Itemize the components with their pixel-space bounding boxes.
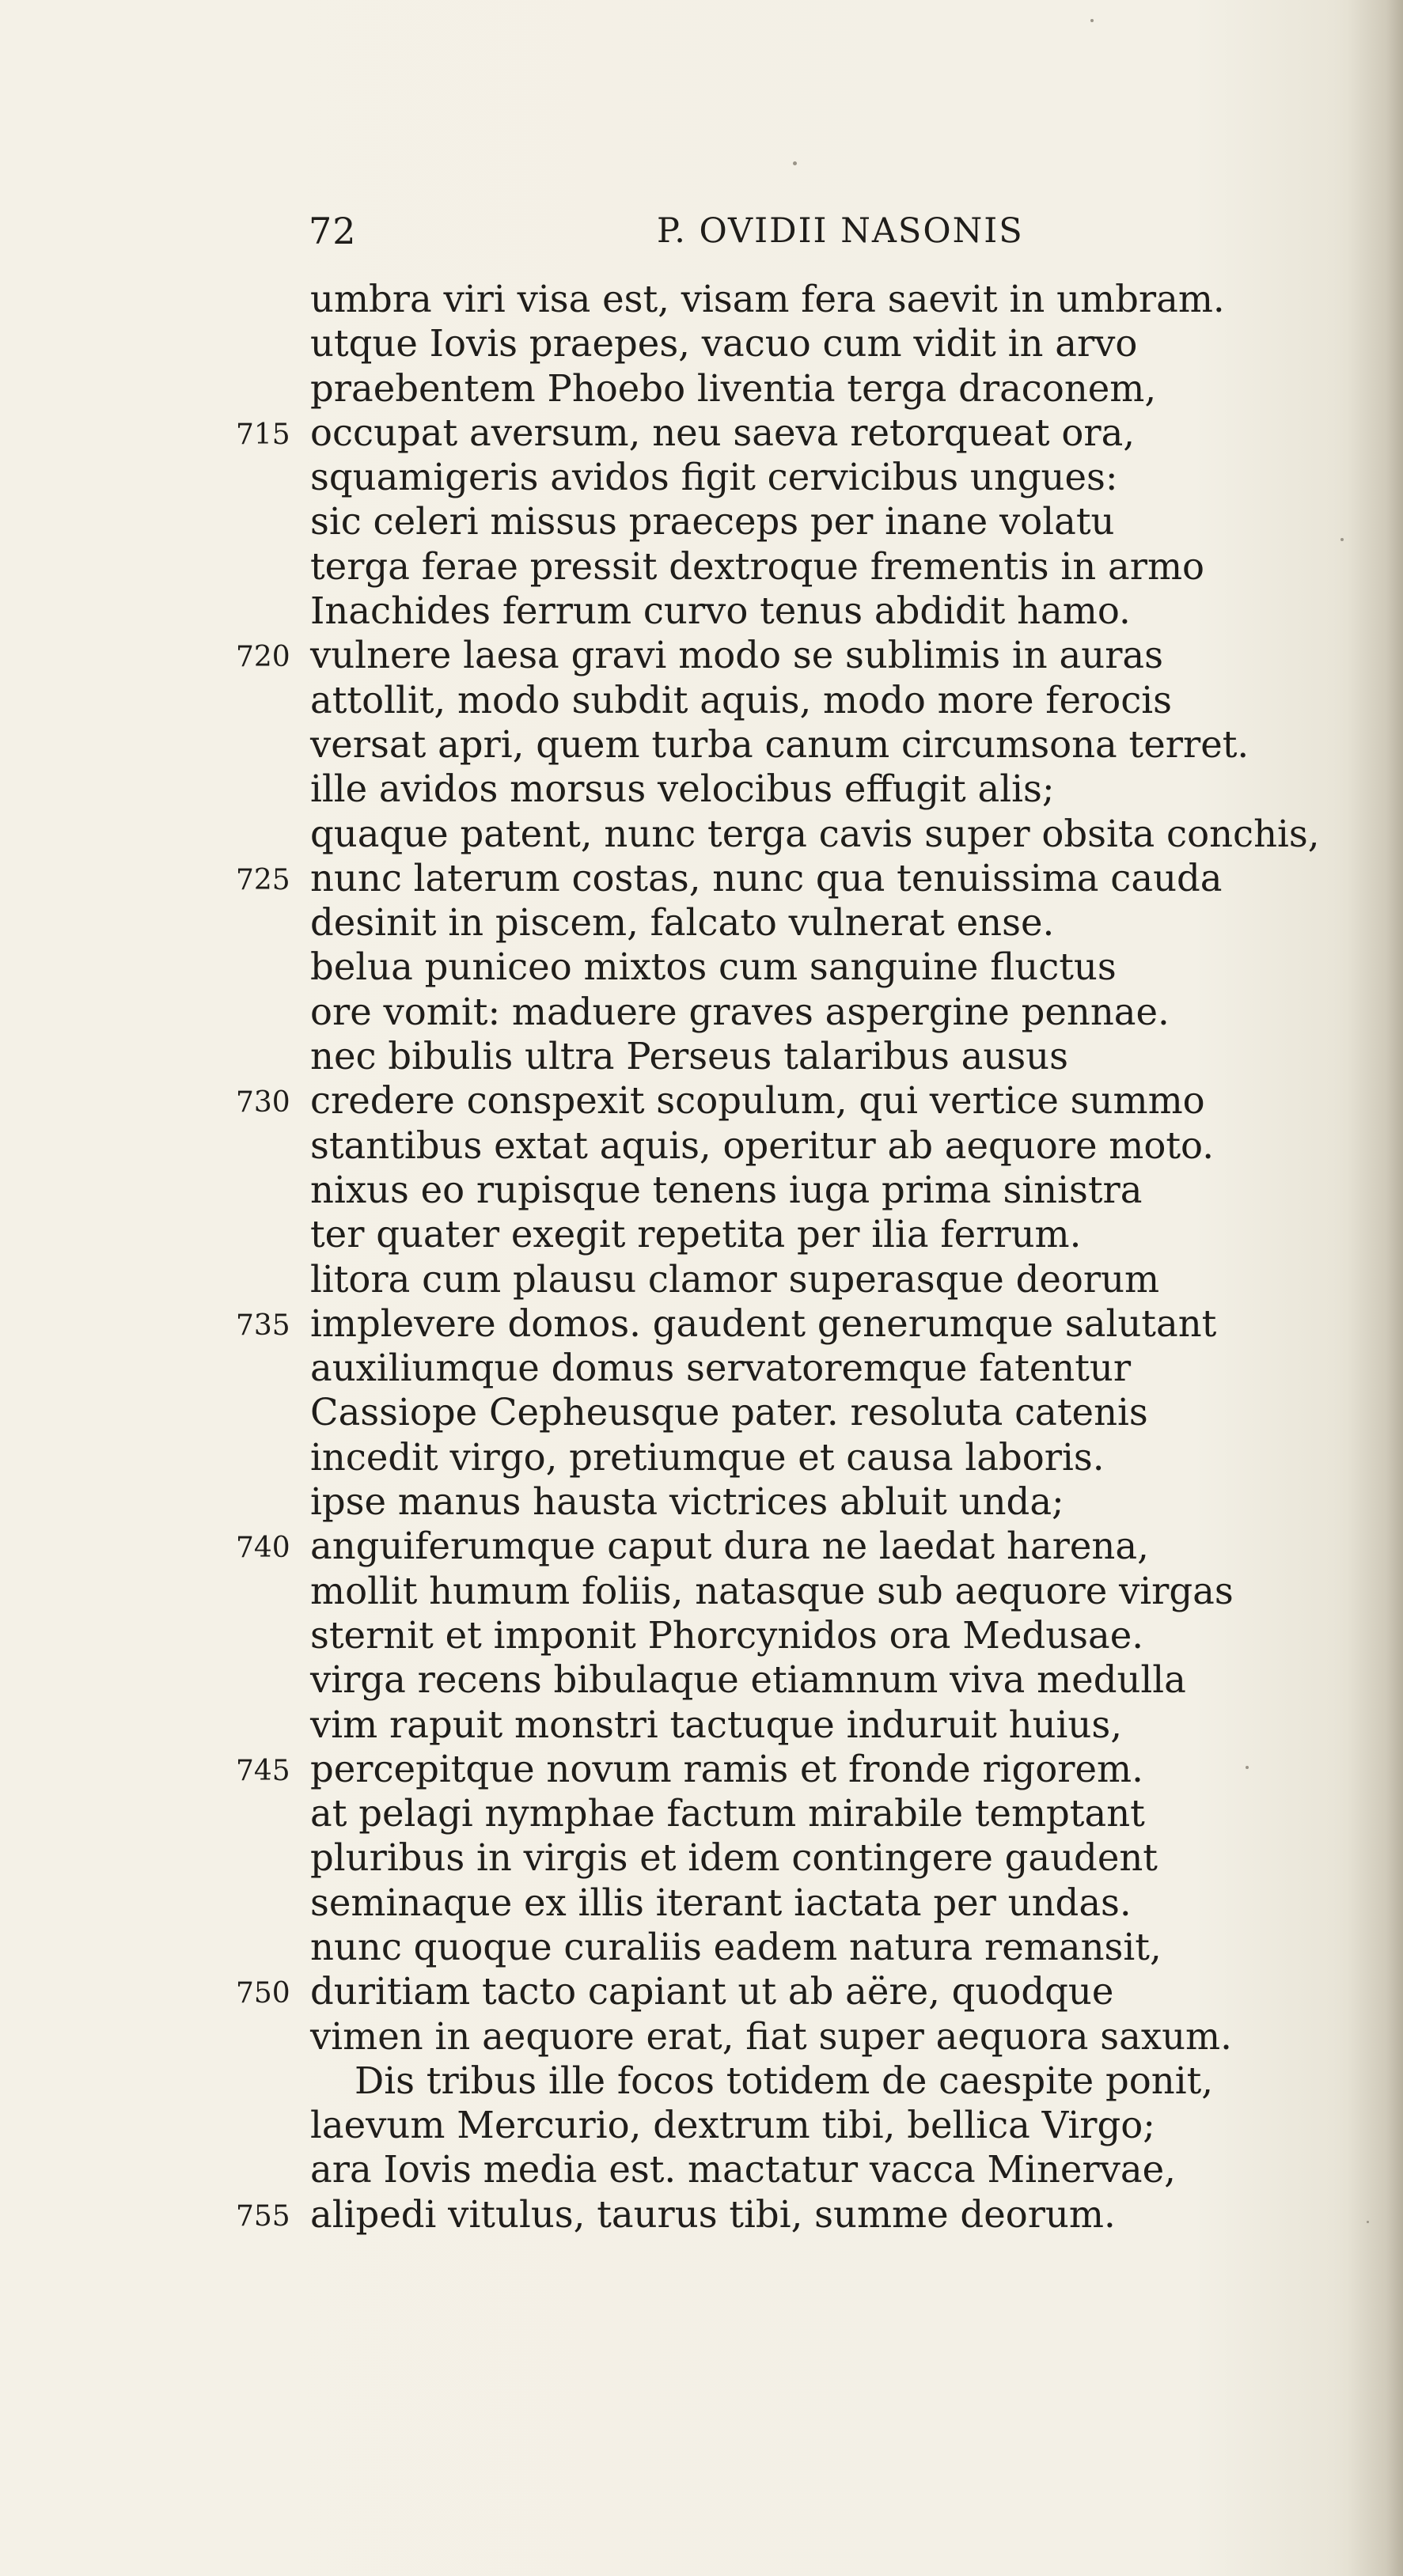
line-number: 740 <box>236 1532 290 1565</box>
verse-line <box>0 722 1403 767</box>
verse-text: virga recens bibulaque etiamnum viva medulla <box>310 1658 1186 1702</box>
verse-line <box>0 1925 1403 1969</box>
verse-line <box>0 455 1403 499</box>
verse-text: nunc laterum costas, nunc qua tenuissima cauda <box>310 856 1223 900</box>
verse-text: credere conspexit scopulum, qui vertice summo <box>310 1079 1205 1123</box>
verse-text: attollit, modo subdit aquis, modo more ferocis <box>310 678 1172 722</box>
verse-text: squamigeris avidos figit cervicibus ungues: <box>310 456 1118 499</box>
verse-line <box>0 1969 1403 2013</box>
line-number: 735 <box>236 1309 290 1342</box>
verse-line <box>0 1390 1403 1434</box>
line-number: 750 <box>236 1977 290 2010</box>
verse-text: sternit et imponit Phorcynidos ora Medusae. <box>310 1613 1144 1657</box>
verse-line <box>0 366 1403 411</box>
paper-speck <box>1090 19 1094 22</box>
verse-line <box>0 767 1403 811</box>
verse-text: vulnere laesa gravi modo se sublimis in auras <box>310 634 1164 677</box>
verse-line <box>0 1569 1403 1613</box>
verse-text: vimen in aequore erat, fiat super aequora saxum. <box>310 2014 1232 2058</box>
verse-text: Cassiope Cepheusque pater. resoluta catenis <box>310 1391 1148 1434</box>
verse-line <box>0 1524 1403 1568</box>
verse-line <box>0 1034 1403 1078</box>
line-number: 745 <box>236 1754 290 1787</box>
verse-line <box>0 1479 1403 1524</box>
verse-text: ara Iovis media est. mactatur vacca Minervae, <box>310 2148 1176 2191</box>
verse-text: duritiam tacto capiant ut ab aëre, quodque <box>310 1970 1114 2013</box>
verse-text: implevere domos. gaudent generumque salutant <box>310 1301 1217 1345</box>
verse-line <box>0 2059 1403 2103</box>
verse-line <box>0 633 1403 677</box>
verse-text: Inachides ferrum curvo tenus abdidit hamo. <box>310 589 1131 633</box>
verse-text: incedit virgo, pretiumque et causa laboris. <box>310 1435 1105 1479</box>
verse-text: at pelagi nymphae factum mirabile temptant <box>310 1792 1145 1835</box>
running-head <box>309 207 1045 255</box>
verse-text: ter quater exegit repetita per ilia ferrum. <box>310 1213 1082 1256</box>
verse-line <box>0 1435 1403 1479</box>
verse-text: pluribus in virgis et idem contingere gaudent <box>310 1836 1158 1880</box>
line-number: 720 <box>236 641 290 674</box>
verse-text: nixus eo rupisque tenens iuga prima sinistra <box>310 1168 1143 1211</box>
verse-line <box>0 990 1403 1034</box>
verse-text: utque Iovis praepes, vacuo cum vidit in arvo <box>310 322 1138 366</box>
paper-speck <box>1340 538 1344 541</box>
verse-text: vim rapuit monstri tactuque induruit huius, <box>310 1703 1122 1746</box>
book-title: P. OVIDII NASONIS <box>657 211 1024 251</box>
verse-text: nunc quoque curaliis eadem natura remansit, <box>310 1925 1162 1968</box>
verse-line <box>0 411 1403 455</box>
verse-line <box>0 812 1403 856</box>
verse-text: praebentem Phoebo liventia terga draconem, <box>310 366 1157 410</box>
verse-text: versat apri, quem turba canum circumsona terret. <box>310 722 1249 766</box>
verse-text: alipedi vitulus, taurus tibi, summe deorum. <box>310 2192 1116 2236</box>
verse-text: stantibus extat aquis, operitur ab aequore moto. <box>310 1123 1214 1167</box>
verse-text: seminaque ex illis iterant iactata per undas. <box>310 1881 1132 1924</box>
verse-line <box>0 277 1403 321</box>
verse-line <box>0 2014 1403 2059</box>
verse-line <box>0 499 1403 544</box>
verse-text: quaque patent, nunc terga cavis super obsita conchis, <box>310 812 1320 855</box>
verse-line <box>0 1212 1403 1256</box>
line-number: 725 <box>236 863 290 896</box>
verse-line <box>0 1123 1403 1168</box>
verse-text: ipse manus hausta victrices abluit unda; <box>310 1480 1064 1524</box>
verse-line <box>0 945 1403 989</box>
verse-line <box>0 678 1403 722</box>
verse-text: mollit humum foliis, natasque sub aequore virgas <box>310 1569 1234 1612</box>
paper-speck <box>1246 1766 1249 1769</box>
verse-line <box>0 321 1403 366</box>
verse-line <box>0 589 1403 633</box>
verse-text: terga ferae pressit dextroque frementis in armo <box>310 544 1205 588</box>
verse-text: litora cum plausu clamor superasque deorum <box>310 1257 1160 1301</box>
verse-line <box>0 1078 1403 1123</box>
line-number: 715 <box>236 418 290 451</box>
verse-text: nec bibulis ultra Perseus talaribus ausus <box>310 1035 1068 1078</box>
verse-text: sic celeri missus praeceps per inane volatu <box>310 500 1115 544</box>
verse-line <box>0 1168 1403 1212</box>
verse-text: anguiferumque caput dura ne laedat harena, <box>310 1525 1149 1568</box>
line-number: 730 <box>236 1086 290 1119</box>
verse-line <box>0 1613 1403 1657</box>
verse-line <box>0 1257 1403 1301</box>
verse-line <box>0 2103 1403 2147</box>
verse-text: Dis tribus ille focos totidem de caespite ponit, <box>355 2059 1214 2102</box>
paper-speck <box>793 161 797 165</box>
verse-text: umbra viri visa est, visam fera saevit in umbram. <box>310 278 1225 320</box>
verse-line <box>0 2192 1403 2237</box>
verse-line <box>0 1703 1403 1747</box>
verse-text: percepitque novum ramis et fronde rigorem. <box>310 1747 1143 1790</box>
verse-line <box>0 1346 1403 1390</box>
verse-block <box>0 277 1403 2237</box>
verse-text: ore vomit: maduere graves aspergine pennae. <box>310 990 1170 1033</box>
verse-line <box>0 544 1403 589</box>
verse-line <box>0 900 1403 945</box>
verse-line <box>0 2147 1403 2191</box>
verse-line <box>0 1791 1403 1835</box>
verse-line <box>0 1301 1403 1346</box>
verse-text: ille avidos morsus velocibus effugit alis; <box>310 767 1055 811</box>
verse-line <box>0 856 1403 900</box>
verse-line <box>0 1657 1403 1702</box>
verse-line <box>0 1881 1403 1925</box>
paper-speck <box>1367 2221 1369 2223</box>
verse-text: occupat aversum, neu saeva retorqueat ora, <box>310 411 1136 454</box>
verse-text: laevum Mercurio, dextrum tibi, bellica Virgo; <box>310 2104 1155 2147</box>
verse-line <box>0 1835 1403 1880</box>
verse-text: belua puniceo mixtos cum sanguine fluctus <box>310 945 1117 989</box>
verse-line <box>0 1747 1403 1791</box>
page-number: 72 <box>309 210 357 252</box>
verse-text: auxiliumque domus servatoremque fatentur <box>310 1347 1132 1390</box>
verse-text: desinit in piscem, falcato vulnerat ense. <box>310 901 1055 945</box>
line-number: 755 <box>236 2199 290 2233</box>
